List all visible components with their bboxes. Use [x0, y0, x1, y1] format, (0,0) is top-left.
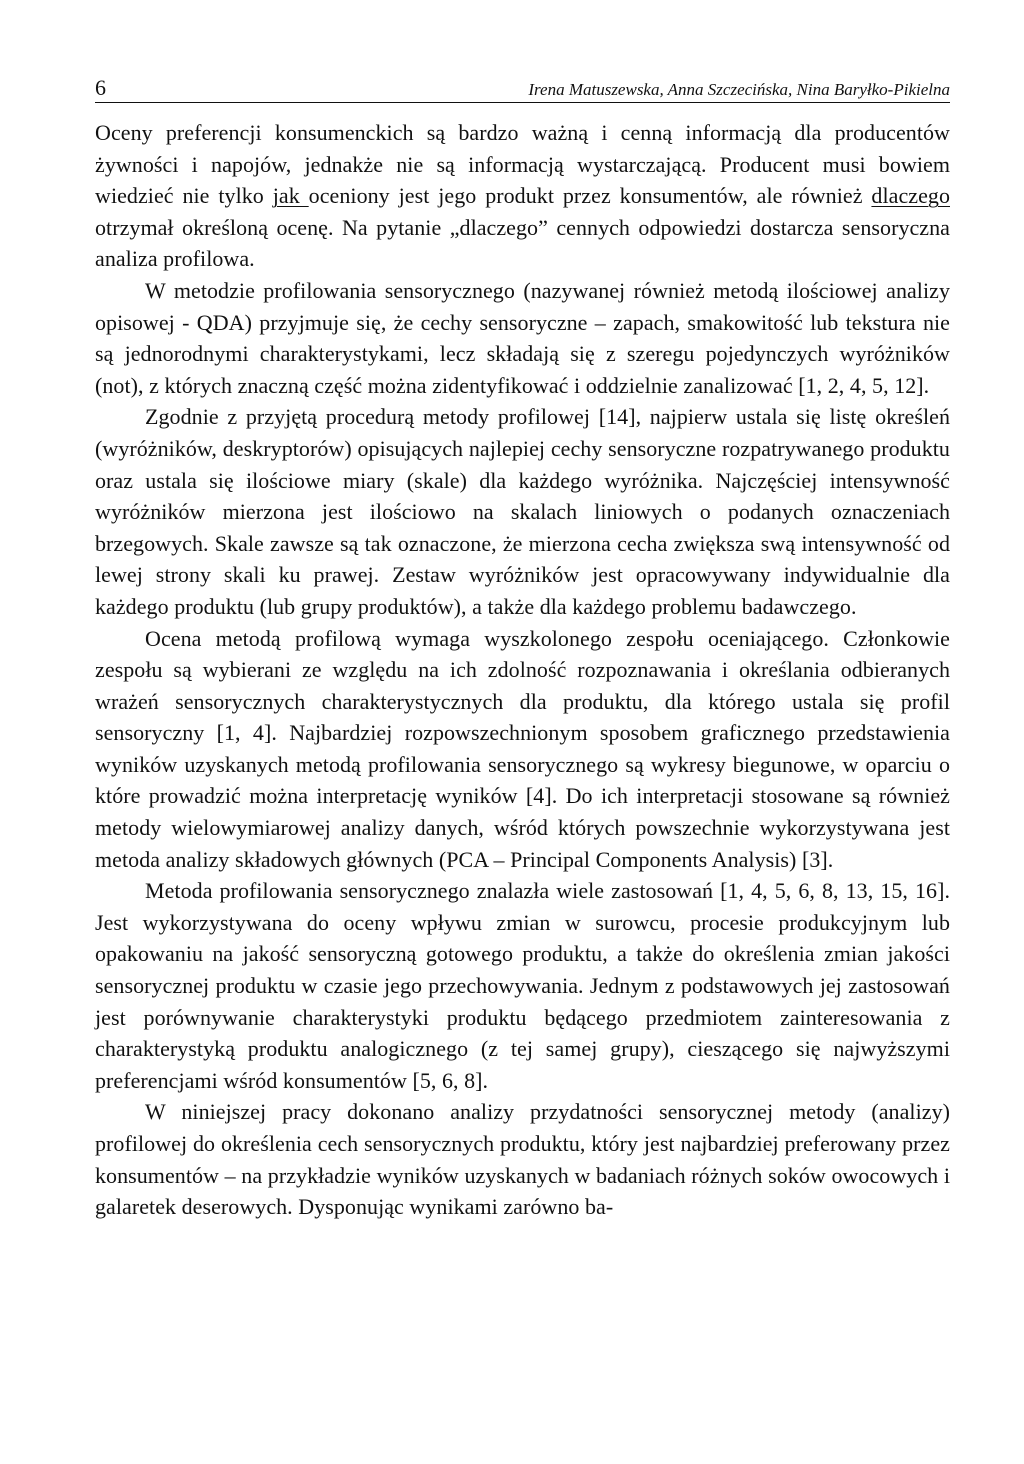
paragraph-5: Metoda profilowania sensorycznego znalazła wiele zastosowań [1, 4, 5, 6, 8, 13, 15, 16]. Jest wykorzystywana do oceny wpływu zmian w surowcu, procesie produkcyjnym lub opakowaniu na jakość sensoryczną gotowego produktu, a także do określenia zmian jakości sensorycznej produktu w czasie jego przechowywania. Jednym z podstawowych jej zastosowań jest porównywanie charakterystyki produktu będącego przedmiotem zainteresowania z charakterystyką produktu analogicznego (z tej samej grupy), cieszącego się najwyższymi preferencjami wśród konsumentów [5, 6, 8].: [95, 878, 950, 1093]
paragraph-1-part-a: Oceny preferencji konsumenckich są bardzo ważną i cenną informacją dla producentów żywności i napojów, jednakże nie są informacją wystarczającą. Producent musi bowiem wiedzieć nie tylko: [95, 120, 950, 209]
paragraph-3: Zgodnie z przyjętą procedurą metody profilowej [14], najpierw ustala się listę określeń (wyróżników, deskryptorów) opisujących najlepiej cechy sensoryczne rozpatrywanego produktu oraz ustala się ilościowe miary (skale) dla każdego wyróżnika. Najczęściej intensywność wyróżników mierzona jest ilościowo na skalach liniowych o podanych oznaczeniach brzegowych. Skale zawsze są tak oznaczone, że mierzona cecha zwiększa swą intensywność od lewej strony skali ku prawej. Zestaw wyróżników jest opracowywany indywidualnie dla każdego produktu (lub grupy produktów), a także dla każdego problemu badawczego.: [95, 404, 950, 619]
paragraph-2: W metodzie profilowania sensorycznego (nazywanej również metodą ilościowej analizy opisowej - QDA) przyjmuje się, że cechy sensoryczne – zapach, smakowitość lub tekstura nie są jednorodnymi charakterystykami, lecz składają się z szeregu pojedynczych wyróżników (not), z których znaczną część można zidentyfikować i oddzielnie zanalizować [1, 2, 4, 5, 12].: [95, 277, 950, 398]
paragraph-4: Ocena metodą profilową wymaga wyszkolonego zespołu oceniającego. Członkowie zespołu są wybierani ze względu na ich zdolność rozpoznawania i określania odbieranych wrażeń sensorycznych charakterystycznych dla produktu, dla którego ustala się profil sensoryczny [1, 4]. Najbardziej rozpowszechnionym sposobem graficznego przedstawienia wyników uzyskanych metodą profilowania sensorycznego są wykresy biegunowe, w oparciu o które prowadzić można interpretację wyników [4]. Do ich interpretacji stosowane są również metody wielowymiarowej analizy danych, wśród których powszechnie wykorzystywana jest metoda analizy składowych głównych (PCA – Principal Components Analysis) [3].: [95, 625, 950, 872]
paragraph-6: W niniejszej pracy dokonano analizy przydatności sensorycznej metody (analizy) profilowej do określenia cech sensorycznych produktu, który jest najbardziej preferowany przez konsumentów – na przykładzie wyników uzyskanych w badaniach różnych soków owocowych i galaretek deserowych. Dysponując wynikami zarówno ba-: [95, 1099, 950, 1220]
document-page: [95, 72, 950, 1223]
paragraph-1: [95, 117, 950, 275]
page-header: [95, 72, 950, 103]
body-text: [95, 117, 950, 1223]
page-number: 6: [95, 75, 106, 100]
underlined-word-dlaczego: dlaczego: [871, 183, 950, 209]
underlined-word-jak: jak: [272, 183, 309, 209]
paragraph-1-part-b: oceniony jest jego produkt przez konsumentów, ale również: [308, 183, 872, 209]
paragraph-1-part-c: otrzymał określoną ocenę. Na pytanie „dlaczego” cennych odpowiedzi dostarcza sensoryczna analiza profilowa.: [95, 214, 950, 272]
running-head-authors: Irena Matuszewska, Anna Szczecińska, Nina Baryłko-Pikielna: [528, 80, 950, 99]
